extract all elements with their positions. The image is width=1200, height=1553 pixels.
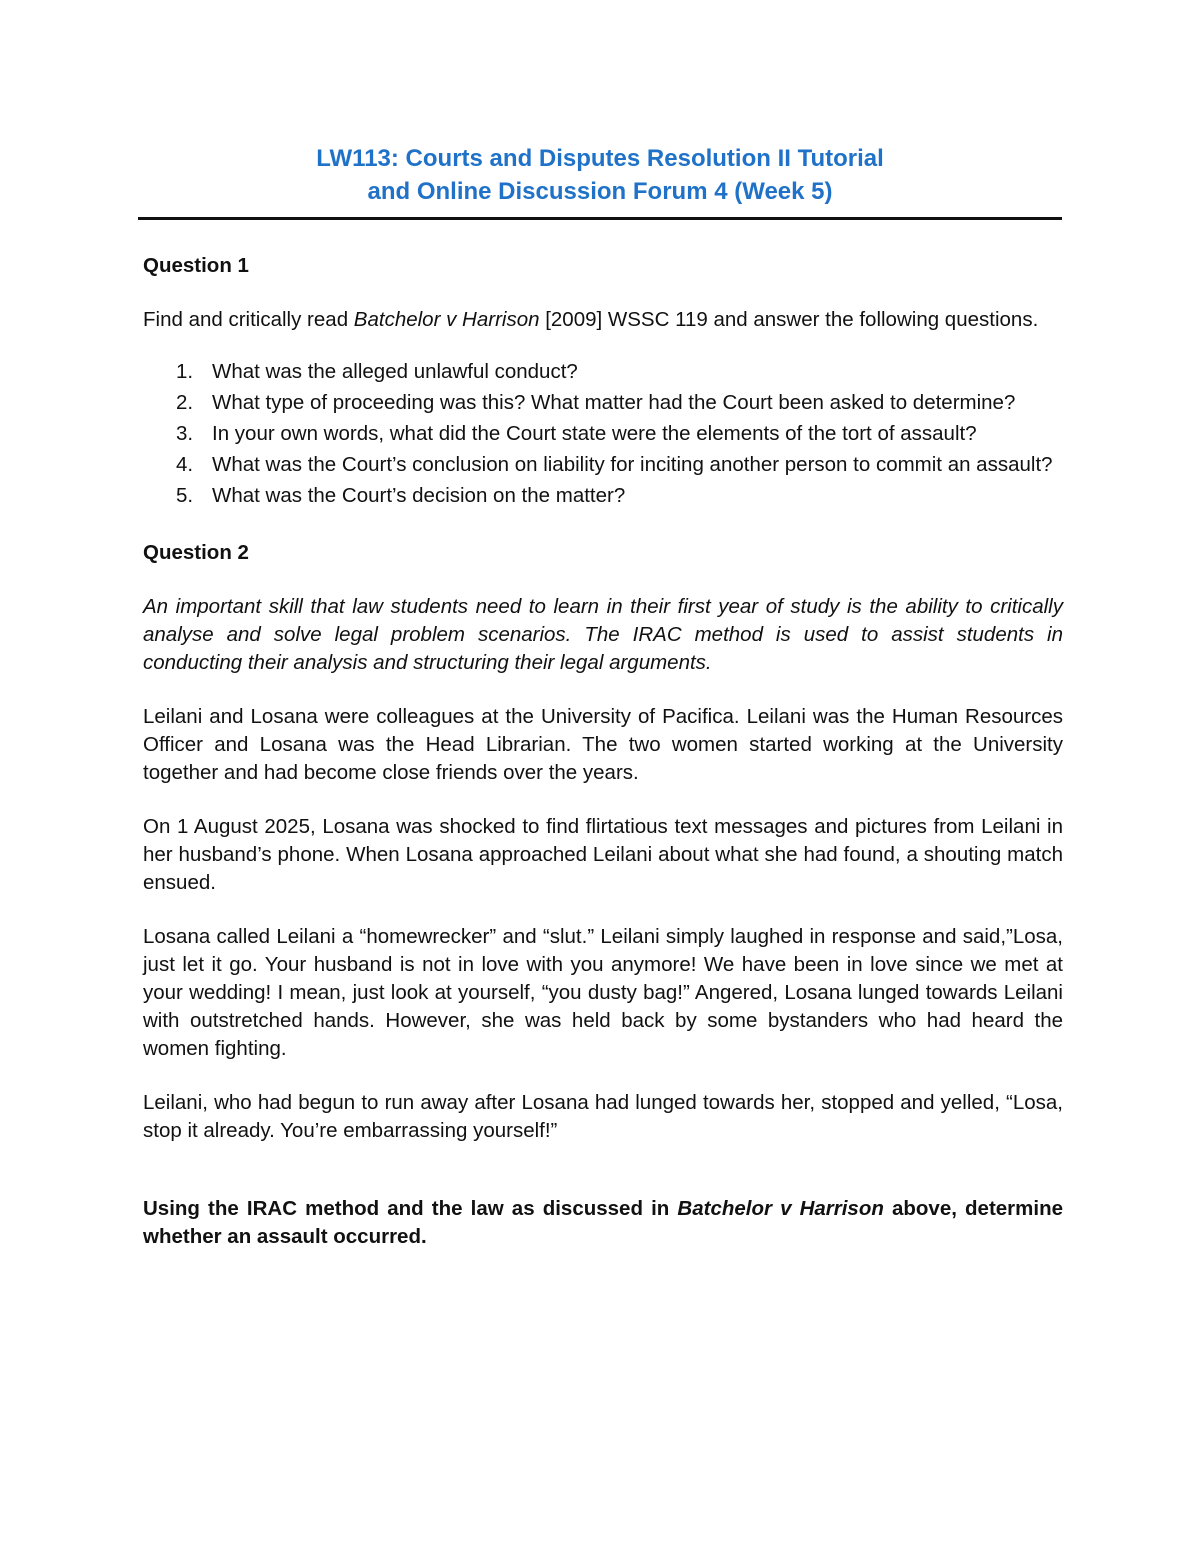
document-body	[143, 252, 1063, 1251]
list-item-text: What was the alleged unlawful conduct?	[212, 360, 578, 383]
question-1-heading: Question 1	[143, 254, 249, 277]
list-item-text: What type of proceeding was this? What matter had the Court been asked to determine?	[212, 391, 1016, 414]
title-line-1: LW113: Courts and Disputes Resolution II Tutorial	[316, 145, 884, 172]
title-divider	[138, 217, 1062, 220]
list-item	[143, 482, 1063, 510]
question-1-list	[143, 358, 1063, 510]
list-item-text: In your own words, what did the Court state were the elements of the tort of assault?	[212, 422, 977, 445]
scenario-paragraph-1: Leilani and Losana were colleagues at the University of Pacifica. Leilani was the Human Resources Officer and Losana was the Head Librarian. The two women started working at the University together and had become close friends over the years.	[143, 705, 1063, 784]
question-2-task	[143, 1195, 1063, 1251]
scenario-paragraph-3: Losana called Leilani a “homewrecker” and “slut.” Leilani simply laughed in response and said,”Losa, just let it go. Your husband is not in love with you anymore! We have been in love since we met at your wedding! I mean, just look at yourself, “you dusty bag!” Angered, Losana lunged towards Leilani with outstretched hands. However, she was held back by some bystanders who had heard the women fighting.	[143, 925, 1063, 1060]
list-item	[143, 451, 1063, 479]
list-item-number: 5.	[176, 484, 194, 507]
question-2-heading: Question 2	[143, 541, 249, 564]
list-item-text: What was the Court’s conclusion on liability for inciting another person to commit an assault?	[212, 453, 1053, 476]
question-1-case-name: Batchelor v Harrison	[353, 308, 540, 331]
list-item-number: 3.	[176, 422, 194, 445]
task-before: Using the IRAC method and the law as discussed in	[143, 1197, 678, 1220]
scenario-paragraph-4: Leilani, who had begun to run away after Losana had lunged towards her, stopped and yelled, “Losa, stop it already. You’re embarrassing yourself!”	[143, 1091, 1063, 1142]
list-item	[143, 420, 1063, 448]
scenario-paragraph-2: On 1 August 2025, Losana was shocked to find flirtatious text messages and pictures from Leilani in her husband’s phone. When Losana approached Leilani about what she had found, a shouting match ensued.	[143, 815, 1063, 894]
list-item	[143, 358, 1063, 386]
list-item-number: 4.	[176, 453, 194, 476]
list-item-number: 2.	[176, 391, 194, 414]
question-1-intro	[143, 306, 1063, 334]
list-item-text: What was the Court’s decision on the matter?	[212, 484, 626, 507]
task-case-name: Batchelor v Harrison	[677, 1197, 884, 1220]
question-2-intro: An important skill that law students need to learn in their first year of study is the ability to critically analyse and solve legal problem scenarios. The IRAC method is used to assist students in conducting their analysis and structuring their legal arguments.	[143, 595, 1063, 674]
title-line-2: and Online Discussion Forum 4 (Week 5)	[367, 178, 833, 205]
question-1-intro-after: [2009] WSSC 119 and answer the following questions.	[539, 308, 1039, 331]
list-item-number: 1.	[176, 360, 194, 383]
list-item	[143, 389, 1063, 417]
document-title	[138, 142, 1062, 208]
question-1-intro-before: Find and critically read	[143, 308, 354, 331]
task-after: above, determine whether an assault occurred.	[143, 1197, 1064, 1248]
